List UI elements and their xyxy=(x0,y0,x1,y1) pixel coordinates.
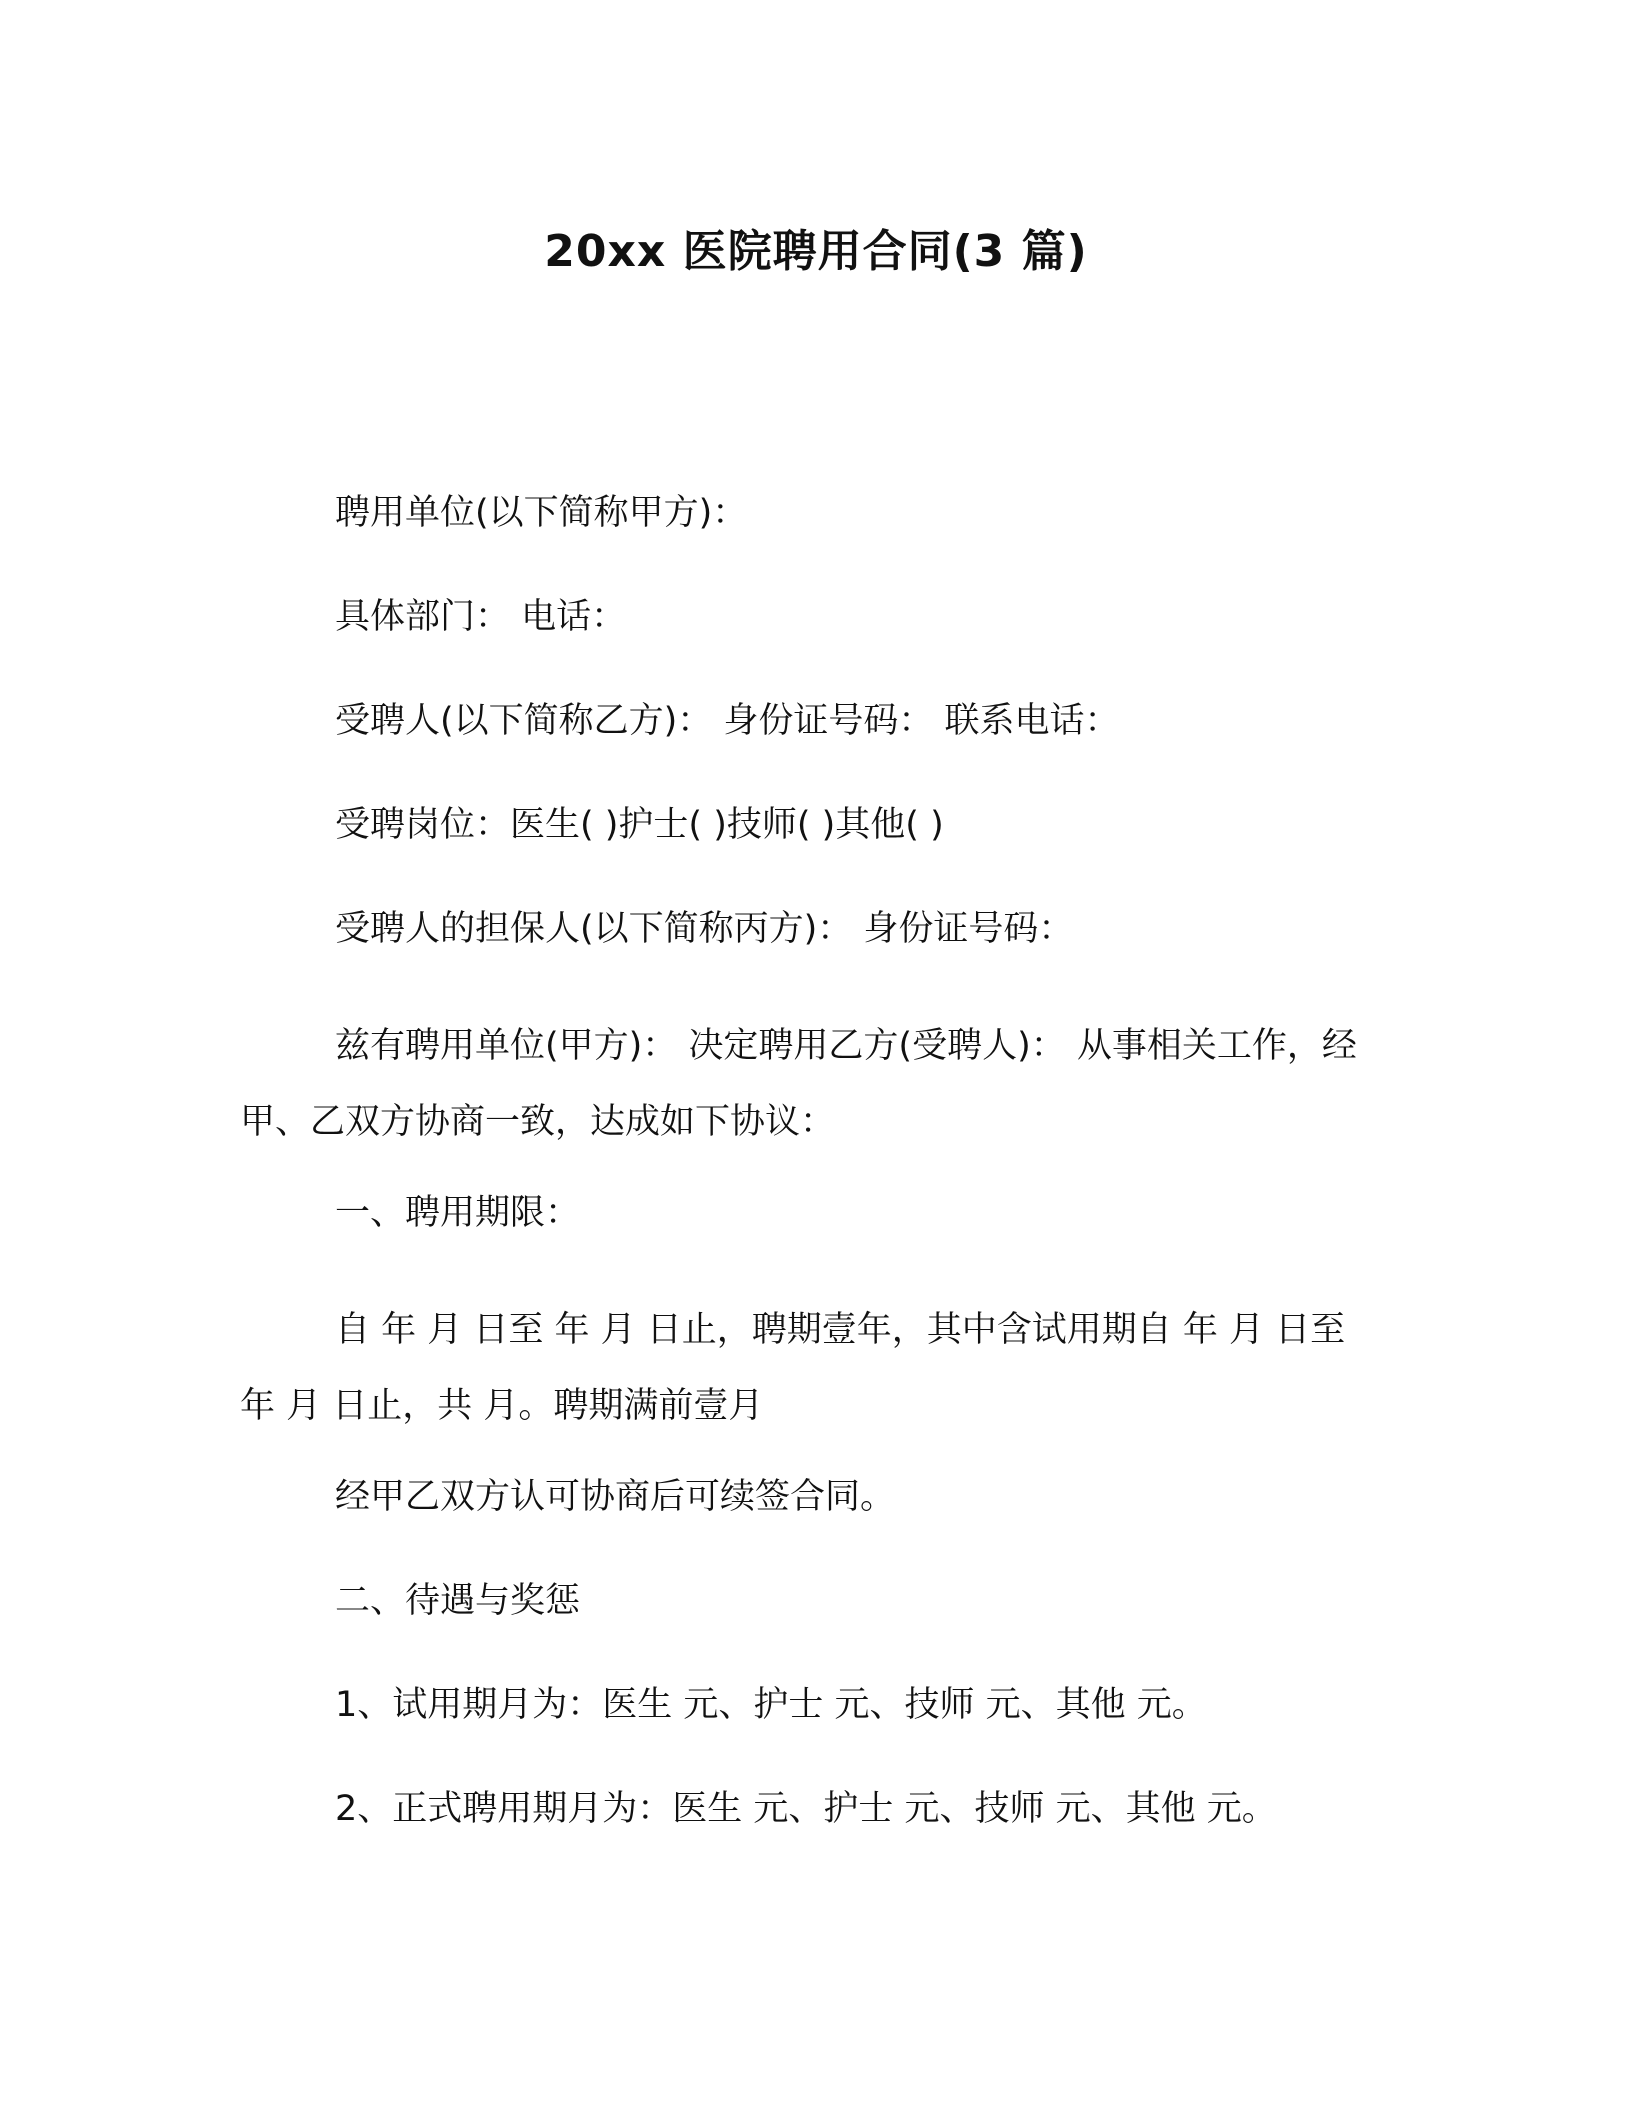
document-title: 20xx 医院聘用合同(3 篇) xyxy=(544,226,1088,277)
paragraph-department: 具体部门： 电话： xyxy=(335,597,627,637)
paragraph-formal-pay: 2、正式聘用期月为：医生 元、护士 元、技师 元、其他 元。 xyxy=(335,1789,1277,1829)
paragraph-employee: 受聘人(以下简称乙方)： 身份证号码： 联系电话： xyxy=(335,701,1120,741)
section-heading-term: 一、聘用期限： xyxy=(335,1193,581,1233)
paragraph-probation-pay: 1、试用期月为：医生 元、护士 元、技师 元、其他 元。 xyxy=(335,1685,1207,1725)
paragraph-employer: 聘用单位(以下简称甲方)： xyxy=(335,493,748,533)
section-heading-compensation: 二、待遇与奖惩 xyxy=(335,1581,581,1621)
paragraph-agreement: 兹有聘用单位(甲方)： 决定聘用乙方(受聘人)： 从事相关工作，经甲、乙双方协商一致，达成如下协议： xyxy=(240,1026,1357,1142)
paragraph-guarantor: 受聘人的担保人(以下简称丙方)： 身份证号码： xyxy=(335,909,1074,949)
paragraph-term-details: 自 年 月 日至 年 月 日止，聘期壹年，其中含试用期自 年 月 日至 年 月 日止，共 月。聘期满前壹月 xyxy=(240,1310,1357,1426)
paragraph-renewal: 经甲乙双方认可协商后可续签合同。 xyxy=(335,1477,896,1517)
paragraph-position: 受聘岗位：医生( )护士( )技师( )其他( ) xyxy=(335,805,944,845)
document-body xyxy=(240,488,1390,1888)
